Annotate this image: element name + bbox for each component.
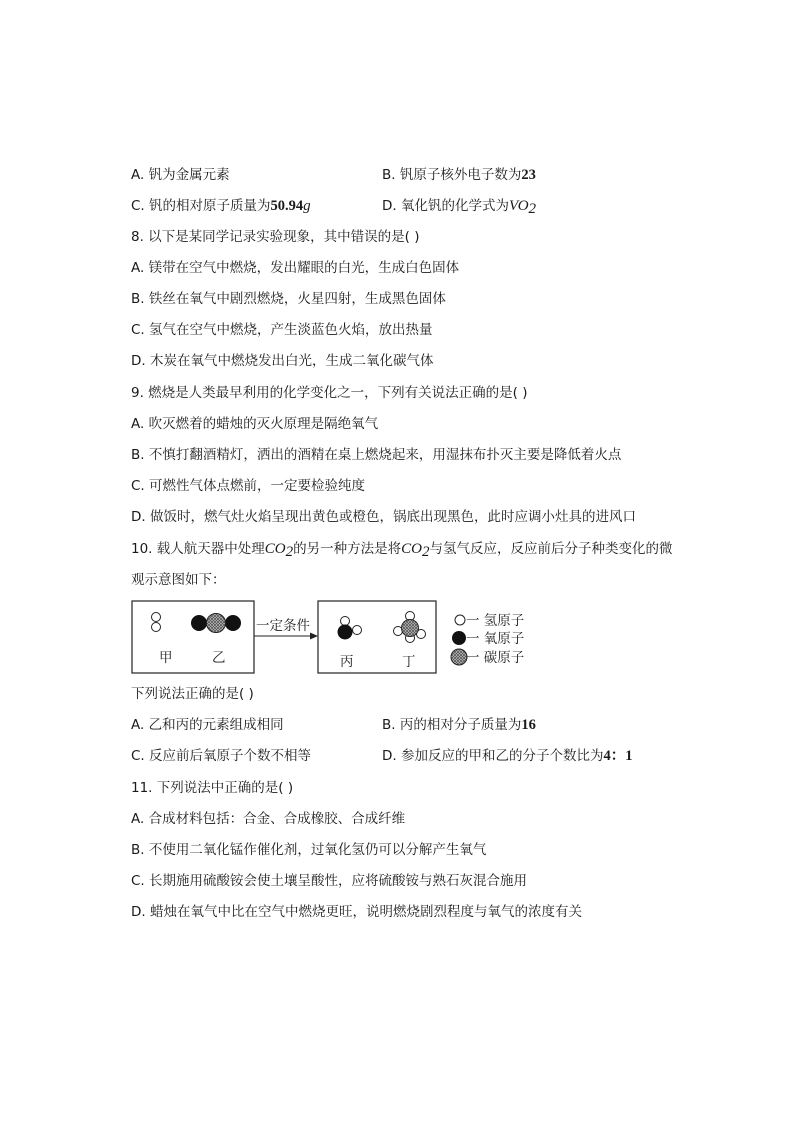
label-ding: 丁 [402,654,416,670]
ch4-molecule [394,612,426,643]
q11-stem: 11. 下列说法中正确的是( ) [131,780,294,796]
q10-option-c: C. 反应前后氧原子个数不相等 [131,748,312,764]
co2-molecule [191,614,241,633]
label-bing: 丙 [340,654,354,670]
q9-option-d: D. 做饭时，燃气灶火焰呈现出黄色或橙色，锅底出现黑色，此时应调小灶具的进风口 [131,509,636,525]
legend-hydrogen: 一 氢原子 [466,613,525,629]
q10-option-b: B. 丙的相对分子质量为16 [382,717,536,733]
q10-stem: 10. 载人航天器中处理$CO_2$的另一种方法是将$CO_2$与氢气反应，反应前后分子种类变化的微 [131,541,673,560]
q8-option-b: B. 铁丝在氧气中剧烈燃烧，火星四射，生成黑色固体 [131,291,446,307]
reactants-box [132,601,254,673]
h2o-molecule [338,617,362,640]
q11-option-c: C. 长期施用硫酸铵会使土壤呈酸性，应将硫酸铵与熟石灰混合施用 [131,873,528,889]
label-jia: 甲 [159,650,173,666]
legend-oxygen-icon [452,631,466,645]
q9-option-c: C. 可燃性气体点燃前，一定要检验纯度 [131,478,366,494]
q7-option-b: B. 钒原子核外电子数为23 [382,167,536,183]
legend-carbon: 一 碳原子 [466,650,525,666]
label-yi: 乙 [212,650,226,666]
q10-option-d: D. 参加反应的甲和乙的分子个数比为4：1 [382,748,633,764]
q7-option-c: C. 钒的相对原子质量为50.94g [131,198,311,214]
q7-option-a: A. 钒为金属元素 [131,167,230,183]
q11-option-d: D. 蜡烛在氧气中比在空气中燃烧更旺，说明燃烧剧烈程度与氧气的浓度有关 [131,904,582,920]
q11-option-b: B. 不使用二氧化锰作催化剂，过氧化氢仍可以分解产生氧气 [131,842,487,858]
q9-stem: 9. 燃烧是人类最早利用的化学变化之一，下列有关说法正确的是( ) [131,385,528,401]
q8-stem: 8. 以下是某同学记录实验现象，其中错误的是( ) [131,229,420,245]
q8-option-a: A. 镁带在空气中燃烧，发出耀眼的白光，生成白色固体 [131,260,460,276]
arrow-label: 一定条件 [256,618,310,634]
q10-stem-line2: 观示意图如下： [131,572,226,588]
q9-option-b: B. 不慎打翻酒精灯，洒出的酒精在桌上燃烧起来，用湿抹布扑灭主要是降低着火点 [131,447,622,463]
h2-molecule [152,613,161,632]
q9-option-a: A. 吹灭燃着的蜡烛的灭火原理是隔绝氧气 [131,416,379,432]
q8-option-c: C. 氢气在空气中燃烧，产生淡蓝色火焰，放出热量 [131,322,433,338]
legend-hydrogen-icon [455,615,465,625]
q11-option-a: A. 合成材料包括：合金、合成橡胶、合成纤维 [131,811,406,827]
q7-option-d: D. 氧化钒的化学式为$VO_2$ [382,198,537,217]
q8-option-d: D. 木炭在氧气中燃烧发出白光，生成二氧化碳气体 [131,353,434,369]
q10-question: 下列说法正确的是( ) [131,686,254,702]
legend-oxygen: 一 氧原子 [466,631,525,647]
legend-carbon-icon [451,649,467,665]
reaction-diagram [128,598,548,678]
q10-option-a: A. 乙和丙的元素组成相同 [131,717,284,733]
